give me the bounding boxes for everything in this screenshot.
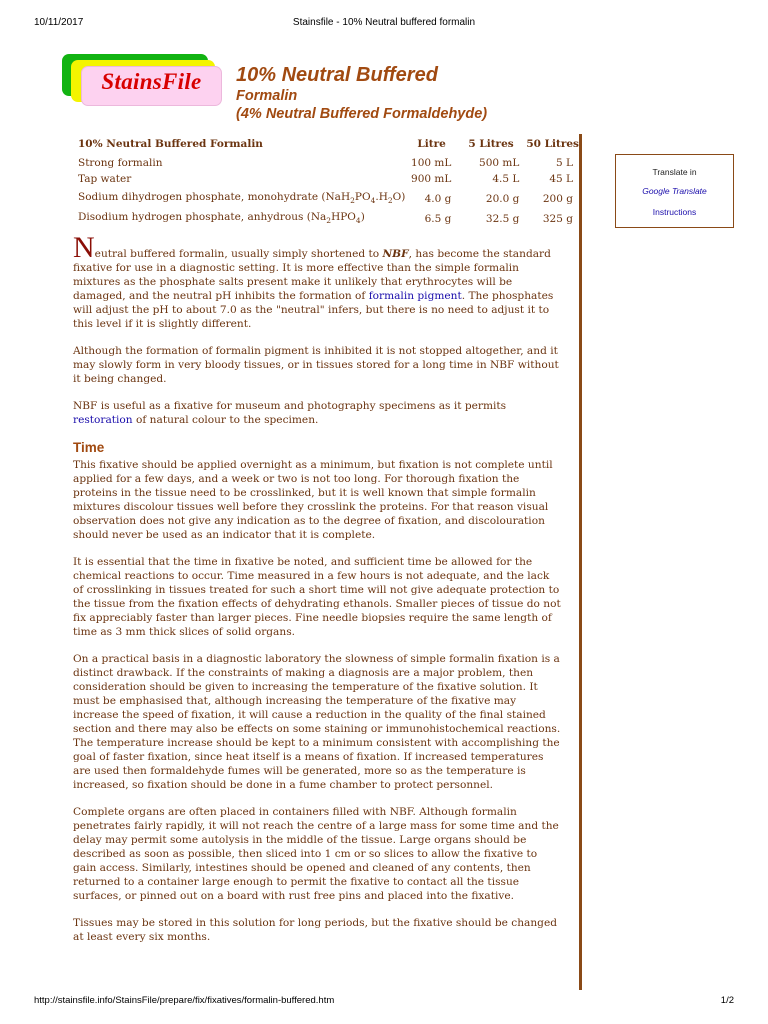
recipe-amount-50-litres: 200 g	[542, 193, 573, 205]
recipe-header-50-litres: 50 Litres	[526, 138, 579, 150]
recipe-amount-50-litres: 325 g	[542, 213, 573, 225]
paragraph-museum	[73, 399, 561, 427]
ingredient-text: PO	[354, 190, 371, 203]
paragraph-time-2: It is essential that the time in fixative be noted, and sufficient time be allowed for the chemical reactions to occur. Time measured in a few hours is not adequate, and the lack of crosslinking in tissues treated for such a short time will not give adequate protection to the tissue from the fixation effects of dehydrating ethanols. Smaller pieces of tissue do not fix appreciably faster than larger pieces. Fine needle biopsies require the same length of time as 3 mm thick slices of solid organs.	[73, 556, 561, 638]
recipe-header-5-litres: 5 Litres	[468, 138, 514, 150]
translate-box	[615, 154, 734, 228]
recipe-table	[74, 138, 579, 225]
title-line-3: (4% Neutral Buffered Formaldehyde)	[236, 106, 488, 122]
article-body	[73, 231, 561, 957]
subscript: 2	[350, 196, 355, 205]
page-title	[236, 63, 487, 123]
recipe-amount-litre: 900 mL	[411, 173, 452, 185]
recipe-ingredient	[74, 185, 405, 205]
recipe-row	[74, 205, 579, 225]
recipe-amount-5-litres: 500 mL	[479, 157, 520, 169]
formalin-pigment-link[interactable]: formalin pigment	[368, 290, 462, 302]
recipe-row	[74, 169, 579, 185]
paragraph-intro	[73, 231, 561, 331]
print-page-title: Stainsfile - 10% Neutral buffered formalin	[292, 17, 476, 28]
restoration-link[interactable]: restoration	[73, 414, 133, 426]
paragraph-text: NBF is useful as a fixative for museum and photography specimens as it permits	[73, 400, 507, 412]
ingredient-text: )	[360, 210, 365, 223]
ingredient-text: .H	[375, 190, 388, 203]
recipe-ingredient: Strong formalin	[78, 157, 163, 169]
recipe-row	[74, 185, 579, 205]
title-line-2: Formalin	[236, 88, 298, 104]
section-heading-time: Time	[73, 440, 105, 455]
ingredient-text: HPO	[331, 210, 356, 223]
instructions-link[interactable]: Instructions	[652, 207, 697, 217]
paragraph-pigment: Although the formation of formalin pigment is inhibited it is not stopped altogether, and it may slowly form in very bloody tissues, or in tissues stored for a long time in NBF without it being changed.	[73, 345, 559, 385]
paragraph-time-1: This fixative should be applied overnight as a minimum, but fixation is not complete until applied for a few days, and a week or two is not too long. For thorough fixation the proteins in the tissue need to be crosslinked, but it is well known that simple formalin mixtures discolour tissues well before they crosslink the proteins. For that reason visual observation does not give any indication as to the degree of fixation, and discolouration should never be used as an indicator that it is complete.	[73, 459, 553, 541]
title-line-1: 10% Neutral Buffered	[236, 64, 438, 86]
subscript: 2	[326, 216, 332, 225]
subscript: 2	[387, 196, 393, 205]
recipe-amount-5-litres: 4.5 L	[492, 173, 520, 185]
ingredient-text: Sodium dihydrogen phosphate, monohydrate (NaH	[78, 190, 351, 203]
paragraph-time-5: Tissues may be stored in this solution for long periods, but the fixative should be changed at least every six months.	[73, 917, 558, 943]
recipe-header-name: 10% Neutral Buffered Formalin	[78, 138, 263, 150]
vertical-divider	[579, 134, 582, 990]
recipe-ingredient: Tap water	[78, 173, 132, 185]
recipe-amount-litre: 100 mL	[411, 157, 452, 169]
recipe-header-litre: Litre	[417, 138, 446, 150]
ingredient-text: O)	[392, 190, 406, 203]
recipe-amount-50-litres: 45 L	[549, 173, 573, 185]
recipe-row	[74, 153, 579, 169]
paragraph-text: eutral buffered formalin, usually simply shortened to	[94, 248, 383, 260]
google-translate-link[interactable]: Google Translate	[642, 186, 707, 196]
paragraph-text: of natural colour to the specimen.	[132, 414, 319, 426]
recipe-amount-5-litres: 20.0 g	[485, 193, 520, 205]
print-page-number: 1/2	[720, 995, 734, 1006]
nbf-abbreviation: NBF	[382, 248, 409, 260]
drop-cap: N	[73, 231, 95, 264]
paragraph-time-3: On a practical basis in a diagnostic laboratory the slowness of simple formalin fixation is a distinct drawback. If the constraints of making a diagnosis are a major problem, then consideration should be given to increasing the temperature of the fixative solution. It must be emphasised that, although increasing the temperature of the fixative may increase the speed of fixation, it will cause a reduction in the quality of the final stained section and there may also be effects on some staining or immunohistochemical reactions. The temperature increase should be kept to a minimum consistent with accomplishing the goal of faster fixation, since heat itself is a means of fixation. If increased temperatures are used then formaldehyde fumes will be generated, more so as the temperature is increased, so fixation should be done in a fume chamber to protect personnel.	[73, 653, 561, 791]
recipe-amount-litre: 6.5 g	[424, 213, 452, 225]
print-url: http://stainsfile.info/StainsFile/prepare/fix/fixatives/formalin-buffered.htm	[34, 995, 335, 1006]
paragraph-text: , has become the standard fixative for use in a diagnostic setting. It is more effective than the simple formalin mixtures as the phosphate salts present make it unlikely that erythrocytes will be damaged, and the neutral pH inhibits the formation of	[73, 248, 551, 302]
recipe-amount-5-litres: 32.5 g	[485, 213, 520, 225]
print-date: 10/11/2017	[34, 17, 84, 28]
paragraph-text: . The phosphates will adjust the pH to about 7.0 as the "neutral" infers, but there is no need to adjust it to this level if it is slightly different.	[73, 290, 554, 330]
recipe-ingredient	[74, 205, 405, 225]
subscript: 4	[370, 196, 376, 205]
recipe-header-row	[74, 138, 579, 153]
paragraph-time-4: Complete organs are often placed in containers filled with NBF. Although formalin penetrates fairly rapidly, it will not reach the centre of a large mass for some time and the delay may permit some autolysis in the middle of the tissue. Large organs should be described as soon as possible, then sliced into 1 cm or so slices to allow the fixative to gain access. Similarly, intestines should be opened and cleaned of any contents, then returned to a container large enough to permit the fixative to contact all the tissue surfaces, or pinned out on a board with rust free pins and placed into the fixative.	[73, 806, 559, 902]
recipe-amount-litre: 4.0 g	[424, 193, 452, 205]
ingredient-text: Disodium hydrogen phosphate, anhydrous (Na	[78, 210, 327, 223]
logo-text: StainsFile	[101, 69, 202, 94]
stainsfile-logo[interactable]	[62, 54, 222, 104]
subscript: 4	[355, 216, 361, 225]
recipe-amount-50-litres: 5 L	[555, 157, 573, 169]
translate-label: Translate in	[652, 167, 697, 177]
